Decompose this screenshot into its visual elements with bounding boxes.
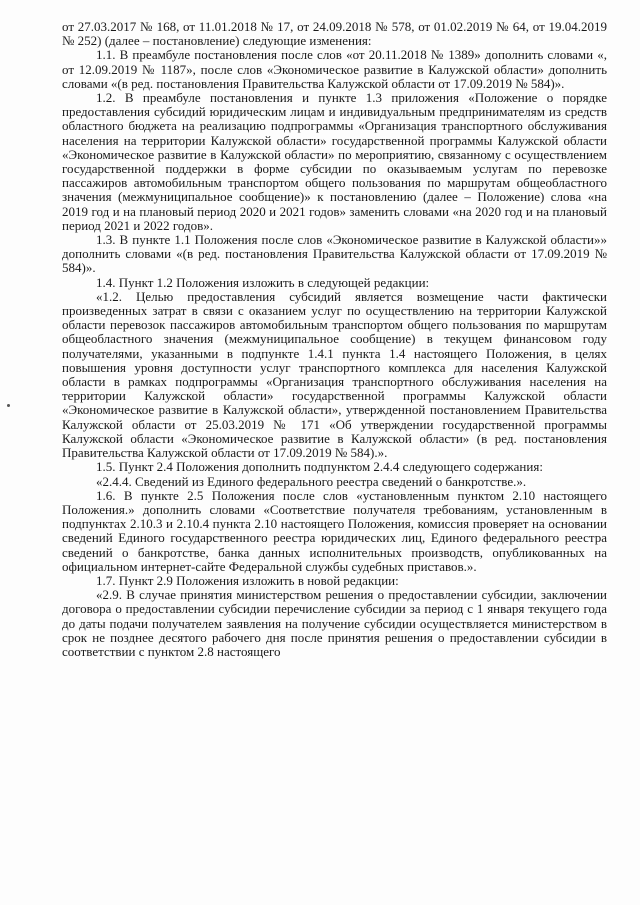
paragraph-1-6: 1.6. В пункте 2.5 Положения после слов «установленным пунктом 2.10 настоящего Положения.» дополнить словами «Соответствие получателя требованиям, установленным в подпунктах 2.10.3 и 2.10.4 пункта 2.10 настоящего Положения, комиссия проверяет на основании сведений Единого государственного реестра юридических лиц, Единого федерального реестра сведений о банкротстве, банка данных исполнительных производств, опубликованных на официальном интернет-сайте Федеральной службы судебных приставов.». [62, 487, 607, 574]
paragraph-1-5: 1.5. Пункт 2.4 Положения дополнить подпунктом 2.4.4 следующего содержания: [96, 459, 543, 475]
paragraph-2-4-4-quote: «2.4.4. Сведений из Единого федерального реестра сведений о банкротстве.». [96, 473, 527, 489]
paragraph-1-4-quote: «1.2. Целью предоставления субсидий является возмещение части фактически произведенных затрат в связи с оказанием услуг по осуществлению на территории Калужской области перевозок пассажиров автомобильным транспортом общего пользования по маршрутам общеобластного значения (межмуниципальное сообщение) в текущем финансовом году получателями, указанными в подпункте 1.4.1 пункта 1.4 настоящего Положения, в целях повышения уровня доступности услуг транспортного комплекса для населения Калужской области в рамках подпрограммы «Организация транспортного обслуживания населения на территории Калужской области» государственной программы Калужской области «Экономическое развитие в Калужской области», утвержденной постановлением Правительства Калужской области от 25.03.2019 № 171 «Об утверждении государственной программы Калужской области «Экономическое развитие в Калужской области» (в ред. постановления Правительства Калужской области от 17.09.2019 № 584).». [62, 288, 607, 461]
paragraph-0: от 27.03.2017 № 168, от 11.01.2018 № 17, от 24.09.2018 № 578, от 01.02.2019 № 64, от 19.04.2019 № 252) (далее – постановление) следующие изменения: [62, 19, 607, 49]
paragraph-1-7: 1.7. Пункт 2.9 Положения изложить в новой редакции: [96, 572, 399, 588]
paragraph-1-4: 1.4. Пункт 1.2 Положения изложить в следующей редакции: [96, 274, 430, 290]
paragraph-2-9-quote: «2.9. В случае принятия министерством решения о предоставлении субсидии, заключении договора о предоставлении субсидии перечисление субсидии за период с 1 января текущего года до даты подачи получателем заявления на получение субсидии осуществляется министерством в срок не позднее десятого рабочего дня после принятия решения о предоставлении субсидии в соответствии с пунктом 2.8 настоящего [62, 587, 607, 659]
paragraph-1-1: 1.1. В преамбуле постановления после слов «от 20.11.2018 № 1389» дополнить словами «, от 12.09.2019 № 1187», после слов «Экономическое развитие в Калужской области» дополнить словами «(в ред. постановления Правительства Калужской области от 17.09.2019 № 584)». [62, 47, 607, 91]
paragraph-1-3: 1.3. В пункте 1.1 Положения после слов «Экономическое развитие в Калужской области»» дополнить словами «(в ред. постановления Правительства Калужской области от 17.09.2019 № 584)». [62, 232, 607, 276]
document-body [62, 20, 607, 659]
margin-mark [7, 404, 10, 407]
paragraph-1-2: 1.2. В преамбуле постановления и пункте 1.3 приложения «Положение о порядке предоставления субсидий юридическим лицам и индивидуальным предпринимателям из средств областного бюджета на реализацию подпрограммы «Организация транспортного обслуживания населения на территории Калужской области» государственной программы Калужской области «Экономическое развитие в Калужской области» по мероприятию, связанному с осуществлением государственной поддержки в форме субсидии по оказываемым услугам по перевозке пассажиров автомобильным транспортом общего пользования по маршрутам общеобластного значения (межмуниципальное сообщение)» к постановлению (далее – Положение) слова «на 2019 год и на плановый период 2020 и 2021 годов» заменить словами «на 2020 год и на плановый период 2021 и 2022 годов». [62, 90, 607, 233]
